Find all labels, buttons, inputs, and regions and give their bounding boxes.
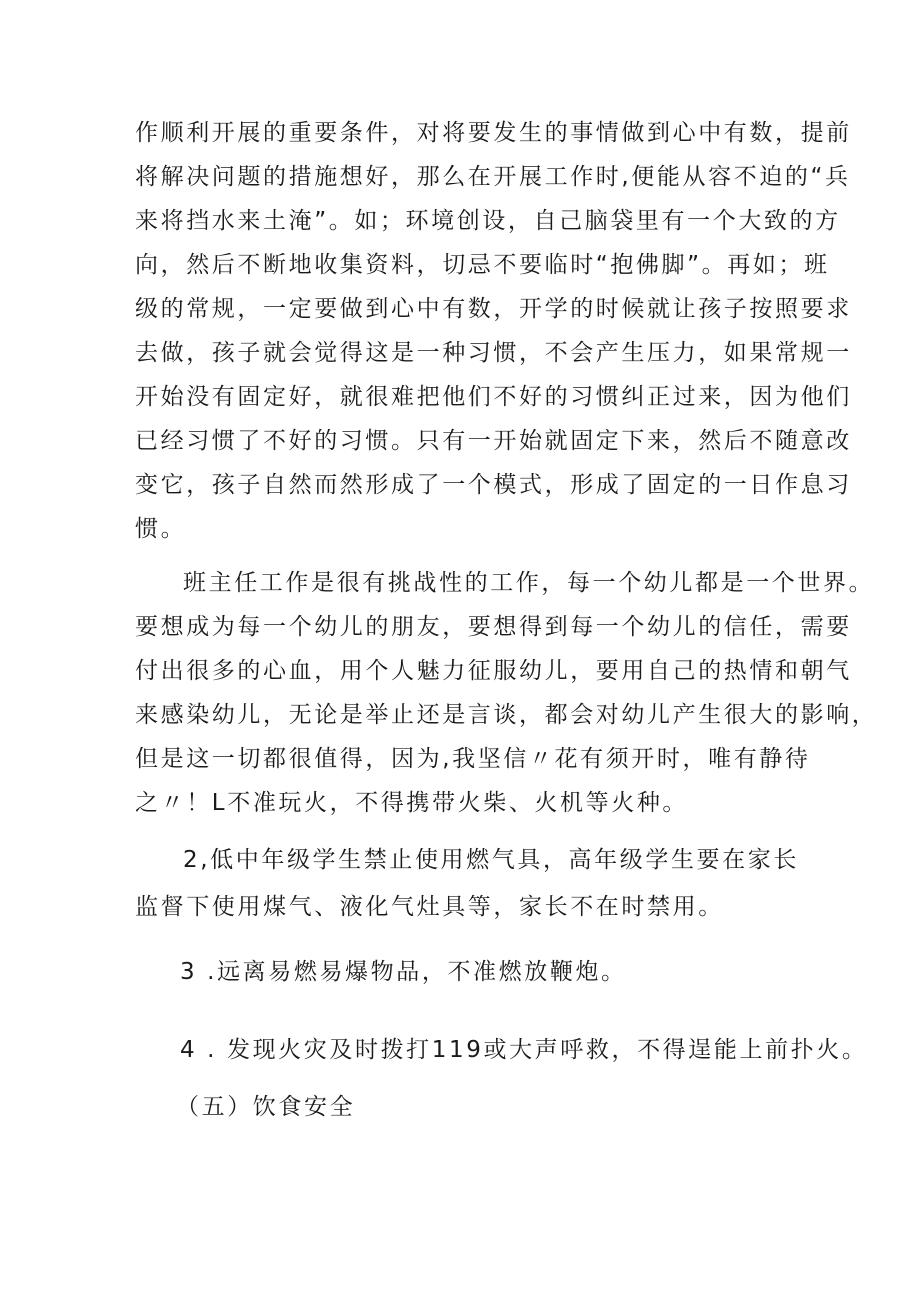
- paragraph-1-line-2: 将解决问题的措施想好，那么在开展工作时,便能从容不迫的“兵: [135, 164, 851, 190]
- paragraph-2-line-6: 之〃！L不准玩火，不得携带火柴、火机等火种。: [135, 790, 689, 816]
- paragraph-1-line-6: 去做，孩子就会觉得这是一种习惯，不会产生压力，如果常规一: [135, 340, 852, 366]
- paragraph-1-line-3: 来将挡水来土淹”。如；环境创设，自己脑袋里有一个大致的方: [135, 208, 841, 234]
- paragraph-1-line-10: 惯。: [135, 516, 187, 542]
- section-heading: （五）饮食安全: [176, 1094, 356, 1120]
- paragraph-2-line-3: 付出很多的心血，用个人魅力征服幼儿，要用自己的热情和朝气: [135, 658, 852, 684]
- paragraph-1-line-5: 级的常规，一定要做到心中有数，开学的时候就让孩子按照要求: [135, 296, 852, 322]
- paragraph-1-line-1: 作顺利开展的重要条件，对将要发生的事情做到心中有数，提前: [135, 120, 852, 146]
- list-item-4: 4 . 发现火灾及时拨打119或大声呼救，不得逞能上前扑火。: [180, 1037, 868, 1063]
- paragraph-1-line-4: 向，然后不断地收集资料，切忌不要临时“抱佛脚”。再如；班: [135, 252, 830, 278]
- paragraph-2-line-5: 但是这一切都很值得，因为,我坚信〃花有须开时，唯有静待: [135, 746, 811, 772]
- paragraph-2-line-1: 班主任工作是很有挑战性的工作，每一个幼儿都是一个世界。: [183, 570, 875, 596]
- paragraph-1-line-8: 已经习惯了不好的习惯。只有一开始就固定下来，然后不随意改: [135, 428, 852, 454]
- list-item-3: 3 .远离易燃易爆物品，不准燃放鞭炮。: [180, 959, 627, 985]
- paragraph-1-line-7: 开始没有固定好，就很难把他们不好的习惯纠正过来，因为他们: [135, 384, 852, 410]
- list-item-2-line-2: 监督下使用煤气、液化气灶具等，家长不在时禁用。: [135, 894, 724, 920]
- paragraph-1-line-9: 变它，孩子自然而然形成了一个模式，形成了固定的一日作息习: [135, 472, 852, 498]
- list-item-2-line-1: 2,低中年级学生禁止使用燃气具，高年级学生要在家长: [183, 847, 799, 873]
- paragraph-2-line-2: 要想成为每一个幼儿的朋友，要想得到每一个幼儿的信任，需要: [135, 614, 852, 640]
- paragraph-2-line-4: 来感染幼儿，无论是举止还是言谈，都会对幼儿产生很大的影响，: [135, 702, 878, 728]
